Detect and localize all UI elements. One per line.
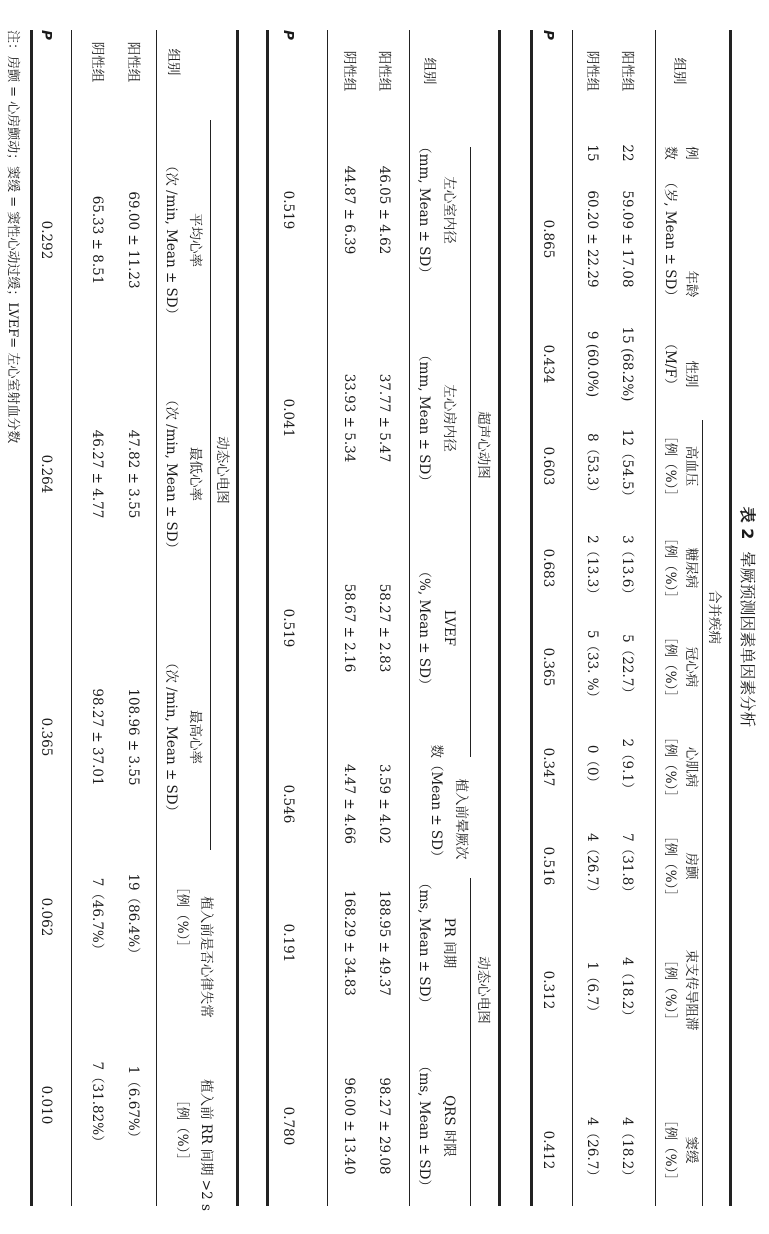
t1-p-value: 0.683 xyxy=(540,548,556,588)
t1-p-label: P xyxy=(540,30,556,40)
t2-col-pr-unit: （ms, Mean ± SD） xyxy=(416,876,432,1010)
t1-row-value: 5（22.7） xyxy=(619,634,635,700)
table-label: 表 2 xyxy=(738,506,757,540)
t3-bottom-rule xyxy=(31,30,34,1206)
t2-col-pr: PR 间期 xyxy=(441,917,457,969)
t2-col-lvd: 左心室内径 xyxy=(441,176,457,244)
t1-col-unit: ［例（%）］ xyxy=(662,531,678,605)
t1-sex-header: 性别 xyxy=(683,360,699,388)
t2-group-header: 组别 xyxy=(421,57,437,85)
t1-header-rule xyxy=(655,30,656,1206)
t1-row-value: 4（26.7） xyxy=(584,833,600,899)
t1-rows-rule xyxy=(572,30,573,1206)
t1-col-af: 房颤 xyxy=(683,852,699,880)
t2-p-value: 0.546 xyxy=(280,784,296,824)
t1-sex-unit: （M/F） xyxy=(662,336,678,392)
t1-row-value: 8（53.3） xyxy=(584,433,600,499)
t3-top-rule xyxy=(237,30,240,1206)
t3-row-group: 阳性组 xyxy=(125,41,141,83)
t2-row-value: 46.05 ± 4.62 xyxy=(376,165,392,255)
t1-p-value: 0.312 xyxy=(540,970,556,1010)
t3-row-value: 65.33 ± 8.51 xyxy=(89,195,105,285)
t2-col-lvd-unit: （mm, Mean ± SD） xyxy=(416,140,432,280)
t1-col-hypertension: 高血压 xyxy=(683,445,699,487)
t1-p-value: 0.347 xyxy=(540,747,556,787)
t1-bottom-rule xyxy=(531,30,534,1206)
t3-row-group: 阴性组 xyxy=(89,41,105,83)
t1-row-value: 5（33. %） xyxy=(584,629,600,705)
t2-rows-rule xyxy=(327,30,328,1206)
t3-holter-header: 动态心电图 xyxy=(214,436,230,504)
t1-row-value: 2（9.1） xyxy=(619,738,635,796)
t1-row-value: 2（13.3） xyxy=(584,535,600,601)
t2-row-value: 58.67 ± 2.16 xyxy=(341,583,357,673)
t1-col-chd: 冠心病 xyxy=(683,646,699,688)
t3-col-arrhythmia-unit: ［例（%）］ xyxy=(174,880,190,954)
t2-row-value: 33.93 ± 5.34 xyxy=(341,373,357,463)
t3-col-min-hr: 最低心率 xyxy=(187,447,203,501)
t2-echo-header: 超声心动图 xyxy=(475,411,491,479)
t1-col-unit: ［例（%）］ xyxy=(662,1113,678,1187)
t3-row-value: 19（86.4%） xyxy=(125,873,141,961)
t1-row-value: 4（26.7） xyxy=(584,1117,600,1183)
t1-p-value: 0.865 xyxy=(540,219,556,259)
t2-bottom-rule xyxy=(267,30,270,1206)
t3-row-value: 98.27 ± 37.01 xyxy=(89,688,105,786)
t1-cases-header-2: 数 xyxy=(662,146,678,160)
t2-col-lad-unit: （mm, Mean ± SD） xyxy=(416,348,432,488)
t3-p-value: 0.365 xyxy=(38,717,54,757)
t1-p-value: 0.434 xyxy=(540,344,556,384)
t3-col-rr-unit: ［例（%）］ xyxy=(174,1093,190,1167)
t3-row-value: 69.00 ± 11.23 xyxy=(125,191,141,289)
t2-row-value: 168.29 ± 34.83 xyxy=(341,890,357,996)
t1-col-cardiomyopathy: 心肌病 xyxy=(683,746,699,788)
t1-row-value: 4（18.2） xyxy=(619,957,635,1023)
t2-row-value: 188.95 ± 49.37 xyxy=(376,890,392,996)
t1-p-value: 0.603 xyxy=(540,446,556,486)
t2-col-qrs-unit: （ms, Mean ± SD） xyxy=(416,1059,432,1193)
t1-top-rule xyxy=(730,30,733,1206)
t1-col-brady: 窦缓 xyxy=(683,1136,699,1164)
t2-col-lvef-unit: （%, Mean ± SD） xyxy=(416,564,432,692)
t2-row-group: 阳性组 xyxy=(376,50,392,92)
t2-col-lad: 左心房内径 xyxy=(441,384,457,452)
t3-col-avg-hr: 平均心率 xyxy=(187,213,203,267)
t2-col-qrs: QRS 时限 xyxy=(441,1095,457,1157)
t2-echo-rule xyxy=(470,147,471,757)
t1-col-unit: ［例（%）］ xyxy=(662,730,678,804)
t2-ecg-header: 动态心电图 xyxy=(475,956,491,1024)
t3-col-max-hr: 最高心率 xyxy=(187,710,203,764)
t3-p-value: 0.010 xyxy=(38,1085,54,1125)
t3-row-value: 7（31.82%） xyxy=(89,1061,105,1149)
t2-header-rule xyxy=(409,30,410,1206)
t1-row-value: 4（18.2） xyxy=(619,1117,635,1183)
t1-col-unit: ［例（%）］ xyxy=(662,630,678,704)
t2-row-value: 37.77 ± 5.47 xyxy=(376,373,392,463)
t3-row-value: 1（6.67%） xyxy=(125,1065,141,1145)
t2-row-value: 96.00 ± 13.40 xyxy=(341,1077,357,1175)
t3-col-min-hr-unit: （次 /min, Mean ± SD） xyxy=(163,392,179,556)
t3-col-arrhythmia: 植入前是否心律失常 xyxy=(198,896,214,1018)
t1-col-unit: ［例（%）］ xyxy=(662,429,678,503)
t1-p-value: 0.412 xyxy=(540,1130,556,1170)
t2-p-value: 0.191 xyxy=(280,923,296,963)
t1-col-diabetes: 糖尿病 xyxy=(683,547,699,589)
t2-row-value: 3.59 ± 4.02 xyxy=(376,763,392,845)
t3-group-header: 组别 xyxy=(165,48,181,76)
t2-p-value: 0.041 xyxy=(280,398,296,438)
t3-col-max-hr-unit: （次 /min, Mean ± SD） xyxy=(163,655,179,819)
t1-cases-header-1: 例 xyxy=(683,146,699,160)
t3-rows-rule xyxy=(71,30,72,1206)
t1-col-bbb: 束支传导阻滞 xyxy=(683,949,699,1031)
t2-p-value: 0.519 xyxy=(280,190,296,230)
t1-row-value: 1（6.7） xyxy=(584,961,600,1019)
t2-p-value: 0.519 xyxy=(280,608,296,648)
t1-p-value: 0.365 xyxy=(540,647,556,687)
t3-row-value: 108.96 ± 3.55 xyxy=(125,688,141,786)
t1-row-value: 3（13.6） xyxy=(619,535,635,601)
table-caption: 晕厥预测因素单因素分析 xyxy=(738,551,757,728)
t2-ecg-rule xyxy=(470,878,471,1206)
t2-row-value: 4.47 ± 4.66 xyxy=(341,763,357,845)
t1-row-age: 60.20 ± 22.29 xyxy=(584,190,600,288)
t1-col-unit: ［例（%）］ xyxy=(662,953,678,1027)
t2-p-label: P xyxy=(280,30,296,40)
t1-p-value: 0.516 xyxy=(540,846,556,886)
t1-row-sex: 15 (68.2%) xyxy=(619,326,635,402)
t3-row-value: 46.27 ± 4.77 xyxy=(89,429,105,519)
t3-p-value: 0.062 xyxy=(38,897,54,937)
t1-row-value: 12（54.5） xyxy=(619,428,635,504)
t3-p-label: P xyxy=(38,30,54,40)
t1-row-group: 阳性组 xyxy=(619,50,635,92)
t2-col-syncope: 植入前晕厥次 xyxy=(453,778,469,860)
t1-age-unit: （岁, Mean ± SD） xyxy=(662,175,678,303)
t3-col-avg-hr-unit: （次 /min, Mean ± SD） xyxy=(163,158,179,322)
t1-row-value: 7（31.8） xyxy=(619,833,635,899)
t3-header-rule xyxy=(156,30,157,1206)
t1-row-age: 59.09 ± 17.08 xyxy=(619,190,635,288)
t1-comorbid-header: 合并疾病 xyxy=(706,590,722,644)
t1-row-n: 15 xyxy=(584,144,600,162)
t3-holter-rule xyxy=(210,120,211,850)
t1-row-n: 22 xyxy=(619,144,635,162)
t1-row-sex: 9 (60.0%) xyxy=(584,330,600,398)
t2-row-group: 阴性组 xyxy=(341,50,357,92)
table-footnote: 注：房颤 = 心房颤动；窦缓 = 窦性心动过缓；LVEF= 左心室射血分数 xyxy=(5,30,20,444)
t3-col-rr: 植入前 RR 间期 >2 s xyxy=(198,1079,214,1211)
t3-row-value: 47.82 ± 3.55 xyxy=(125,429,141,519)
t2-row-value: 98.27 ± 29.08 xyxy=(376,1077,392,1175)
t2-row-value: 44.87 ± 6.39 xyxy=(341,165,357,255)
t1-group-header: 组别 xyxy=(671,57,687,85)
t2-top-rule xyxy=(499,30,502,1206)
t3-p-value: 0.292 xyxy=(38,220,54,260)
t2-col-lvef: LVEF xyxy=(441,609,457,647)
t3-p-value: 0.264 xyxy=(38,454,54,494)
t1-row-group: 阴性组 xyxy=(584,50,600,92)
table-title xyxy=(739,507,755,728)
t1-row-value: 0（0） xyxy=(584,744,600,790)
t3-row-value: 7（46.7%） xyxy=(89,877,105,957)
t2-col-syncope-unit: 数（Mean ± SD） xyxy=(428,744,444,864)
t2-row-value: 58.27 ± 2.83 xyxy=(376,583,392,673)
t2-p-value: 0.780 xyxy=(280,1106,296,1146)
t1-age-header: 年龄 xyxy=(683,270,699,298)
t1-comorbid-rule xyxy=(702,420,703,1206)
t1-col-unit: ［例（%）］ xyxy=(662,829,678,903)
